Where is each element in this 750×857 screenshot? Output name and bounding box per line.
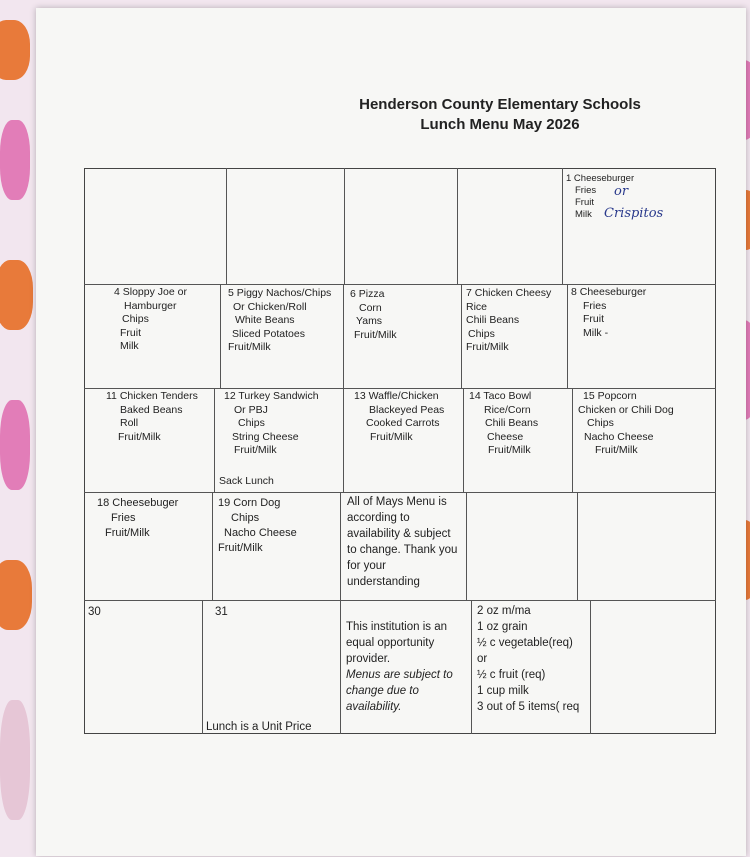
- statement-line: This institution is an: [346, 621, 447, 633]
- grid-line: [84, 492, 716, 493]
- notice-line: All of Mays Menu is: [347, 496, 447, 508]
- menu-line: 8 Cheeseburger: [571, 286, 647, 298]
- grid-line: [202, 600, 203, 734]
- statement-line: change due to: [346, 685, 419, 697]
- menu-line: Chips: [587, 417, 614, 429]
- grid-line: [461, 284, 462, 388]
- menu-line: Or Chicken/Roll: [233, 300, 307, 313]
- menu-line: 12 Turkey Sandwich: [224, 390, 319, 402]
- menu-line: Hamburger: [124, 299, 177, 312]
- grid-line: [562, 168, 563, 284]
- background-pattern: [0, 700, 30, 820]
- menu-line: 7 Chicken Cheesy: [466, 287, 552, 299]
- day-4-menu: [114, 286, 187, 354]
- menu-line: Sliced Potatoes: [232, 327, 305, 340]
- meal-requirements: [477, 603, 579, 715]
- menu-line: Rice/Corn: [484, 403, 531, 416]
- grid-line: [214, 388, 215, 492]
- grid-line: [220, 284, 221, 388]
- menu-line: Nacho Cheese: [224, 527, 297, 539]
- day-18-menu: [97, 496, 178, 541]
- school-name: Henderson County Elementary Schools: [359, 96, 641, 113]
- sack-lunch-note: Sack Lunch: [219, 475, 274, 487]
- menu-line: White Beans: [235, 314, 295, 326]
- grid-line: [343, 284, 344, 388]
- background-pattern: [0, 120, 30, 200]
- menu-line: Rice: [466, 300, 488, 313]
- menu-line: Fruit/Milk: [488, 444, 531, 456]
- menu-line: Fruit/Milk: [370, 430, 413, 443]
- handwritten-crispitos: Crispitos: [604, 206, 664, 221]
- menu-line: Milk: [120, 340, 139, 352]
- day-14-menu: [469, 390, 538, 458]
- statement-line: Menus are subject to: [346, 669, 453, 681]
- menu-line: Fruit: [583, 313, 604, 325]
- menu-line: Fruit/Milk: [228, 341, 271, 353]
- requirement-line: 3 out of 5 items( req: [477, 701, 580, 713]
- background-pattern: [0, 400, 30, 490]
- menu-title: Lunch Menu May 2026: [420, 116, 580, 133]
- menu-line: Fruit/Milk: [105, 527, 150, 539]
- grid-line: [463, 388, 464, 492]
- statement-line: equal opportunity: [346, 637, 435, 649]
- requirement-line: 2 oz m/ma: [477, 605, 531, 617]
- menu-line: Fruit/Milk: [218, 542, 263, 554]
- requirement-line: or: [477, 653, 488, 665]
- day-5-menu: [228, 287, 331, 355]
- menu-line: Corn: [359, 301, 382, 314]
- menu-line: 4 Sloppy Joe or: [114, 286, 187, 298]
- menu-line: Fries: [575, 185, 597, 196]
- requirement-line: ½ c vegetable(req): [477, 637, 573, 649]
- grid-line: [84, 388, 716, 389]
- unit-price-note: Lunch is a Unit Price: [206, 721, 312, 733]
- grid-line: [340, 492, 341, 600]
- menu-line: Chips: [238, 417, 265, 429]
- statement-line: provider.: [346, 653, 391, 665]
- menu-line: Chips: [468, 327, 495, 340]
- menu-line: 11 Chicken Tenders: [106, 390, 198, 402]
- menu-line: Milk: [575, 209, 592, 220]
- day-15-menu: [578, 390, 674, 458]
- menu-line: 1 Cheeseburger: [566, 173, 635, 184]
- day-31-label: 31: [215, 606, 228, 618]
- menu-line: Yams: [356, 315, 383, 327]
- menu-line: Fruit: [575, 197, 594, 208]
- notice-line: understanding: [347, 576, 420, 588]
- menu-line: 15 Popcorn: [583, 390, 637, 402]
- menu-line: Chips: [231, 512, 260, 524]
- day-12-menu: [224, 390, 319, 458]
- grid-line: [577, 492, 578, 600]
- grid-line: [340, 600, 341, 734]
- day-30-label: 30: [88, 606, 101, 618]
- menu-line: Fruit/Milk: [595, 444, 638, 456]
- requirement-line: 1 oz grain: [477, 621, 528, 633]
- day-6-menu: [350, 288, 397, 342]
- statement-line: availability.: [346, 701, 402, 713]
- menu-line: Chicken or Chili Dog: [578, 403, 674, 416]
- notice-line: availability & subject: [347, 528, 451, 540]
- background-pattern: [0, 260, 33, 330]
- menu-line: Fruit/Milk: [234, 444, 277, 456]
- menu-line: Nacho Cheese: [584, 430, 654, 443]
- menu-line: Fruit/Milk: [118, 430, 161, 443]
- menu-line: 18 Cheesebuger: [97, 497, 179, 509]
- day-19-menu: [218, 496, 297, 556]
- menu-line: Chili Beans: [485, 417, 539, 429]
- menu-line: 13 Waffle/Chicken: [354, 390, 439, 402]
- menu-line: Fruit: [120, 326, 141, 339]
- grid-line: [471, 600, 472, 734]
- grid-line: [466, 492, 467, 600]
- grid-line: [84, 284, 716, 285]
- day-7-menu: [466, 287, 551, 355]
- menu-line: 6 Pizza: [350, 288, 385, 300]
- page-title: [330, 95, 670, 135]
- menu-availability-notice: [347, 494, 457, 590]
- notice-line: to change. Thank you: [347, 544, 458, 556]
- day-11-menu: [106, 390, 198, 444]
- menu-line: Cheese: [487, 430, 524, 443]
- grid-line: [226, 168, 227, 284]
- requirement-line: ½ c fruit (req): [477, 669, 546, 681]
- menu-line: Milk -: [583, 326, 609, 339]
- menu-line: Chips: [122, 313, 149, 325]
- menu-line: Roll: [120, 417, 139, 429]
- menu-line: 5 Piggy Nachos/Chips: [228, 287, 332, 299]
- day-13-menu: [354, 390, 444, 444]
- notice-line: according to: [347, 512, 410, 524]
- day-8-menu: [571, 286, 646, 340]
- menu-line: Cooked Carrots: [366, 417, 440, 429]
- grid-line: [344, 168, 345, 284]
- grid-line: [567, 284, 568, 388]
- menu-line: 19 Corn Dog: [218, 497, 281, 509]
- menu-line: Or PBJ: [234, 403, 268, 416]
- menu-line: 14 Taco Bowl: [469, 390, 532, 402]
- requirement-line: 1 cup milk: [477, 685, 529, 697]
- menu-line: Chili Beans: [466, 314, 520, 326]
- grid-line: [343, 388, 344, 492]
- notice-line: for your: [347, 560, 386, 572]
- background-pattern: [0, 560, 32, 630]
- menu-line: Blackeyed Peas: [369, 403, 445, 416]
- menu-line: Fries: [111, 512, 136, 524]
- handwritten-or: or: [614, 184, 629, 199]
- grid-line: [212, 492, 213, 600]
- menu-line: Fries: [583, 299, 607, 312]
- grid-line: [457, 168, 458, 284]
- equal-opportunity-statement: [346, 619, 453, 715]
- menu-line: String Cheese: [232, 430, 299, 443]
- menu-line: Baked Beans: [120, 403, 183, 416]
- grid-line: [84, 600, 716, 601]
- menu-line: Fruit/Milk: [466, 341, 509, 353]
- menu-line: Fruit/Milk: [354, 328, 397, 341]
- background-pattern: [0, 20, 30, 80]
- grid-line: [590, 600, 591, 734]
- grid-line: [572, 388, 573, 492]
